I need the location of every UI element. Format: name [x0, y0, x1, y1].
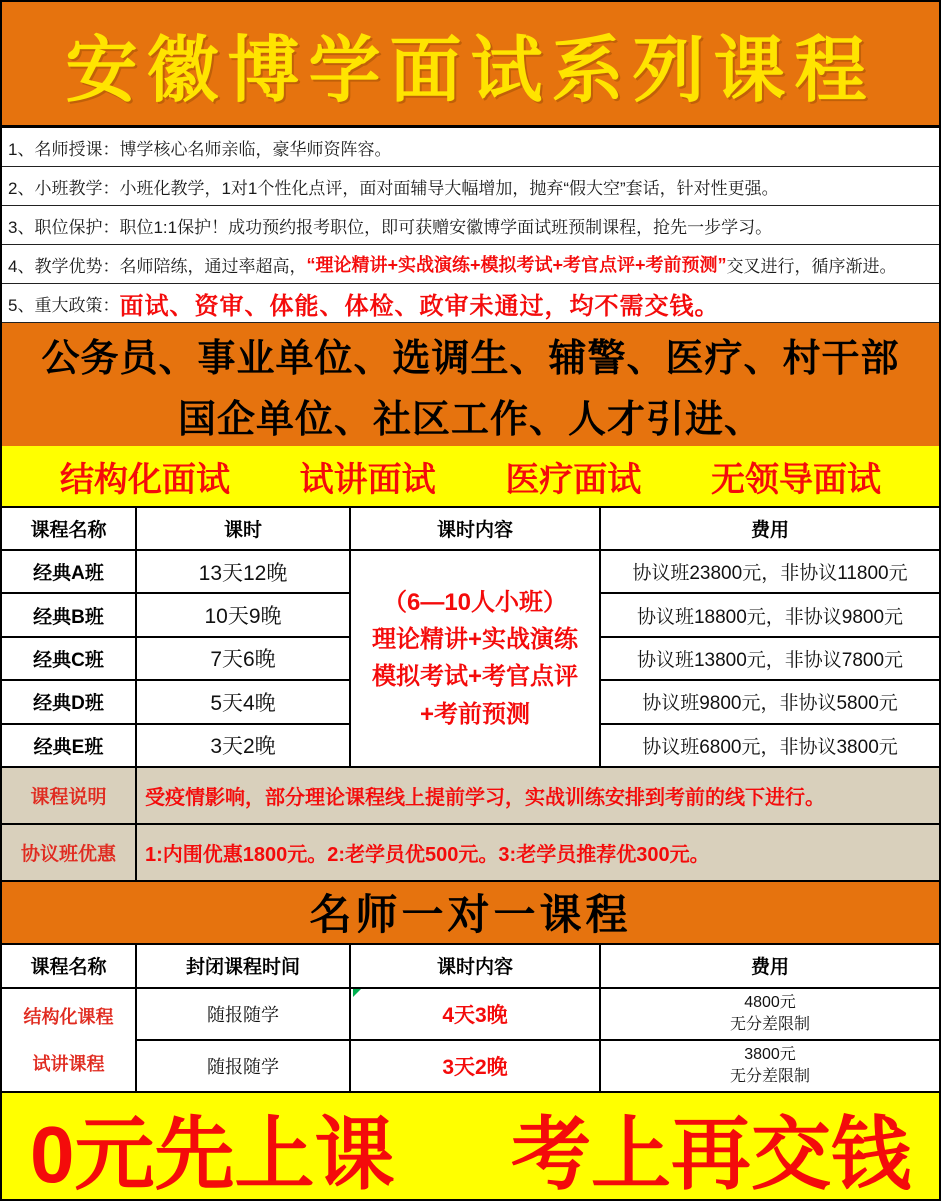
one-on-one-table [2, 945, 939, 1093]
col-header-time: 封闭课程时间 [137, 945, 351, 989]
content-line: （6—10人小班） [382, 589, 568, 617]
feature-item-4 [2, 245, 939, 284]
note-text: 受疫情影响，部分理论课程线上提前学习，实战训练安排到考前的线下进行。 [145, 786, 825, 809]
course-content-merged-cell [351, 551, 601, 768]
one-on-one-band: 名师一对一课程 [2, 882, 939, 945]
course-fee-b: 协议班18800元，非协议9800元 [601, 594, 939, 637]
course-fee-c: 协议班13800元，非协议7800元 [601, 638, 939, 681]
page-title: 安徽博学面试系列课程 [65, 30, 876, 111]
type-leaderless: 无领导面试 [710, 460, 881, 499]
audience-band [2, 323, 939, 446]
course-name-c: 经典C班 [2, 638, 137, 681]
col-header-name: 课程名称 [2, 945, 137, 989]
col-header-content: 课时内容 [351, 945, 601, 989]
type-lecture: 试讲面试 [299, 460, 436, 499]
feature-item-2 [2, 167, 939, 206]
footer-slogan-band [2, 1093, 939, 1201]
course-name-d: 经典D班 [2, 681, 137, 724]
course-name-structured: 结构化课程 [23, 1007, 114, 1028]
col-header-fee: 费用 [601, 508, 939, 551]
interview-types-band [2, 446, 939, 508]
feature-text: 5、重大政策： [8, 295, 120, 315]
type-structured: 结构化面试 [60, 460, 230, 499]
duration-2: 3天2晚 [351, 1041, 601, 1093]
content-line: 理论精讲+实战演练 [371, 626, 578, 654]
feature-item-5 [2, 284, 939, 323]
feature-item-1 [2, 128, 939, 167]
col-header-content: 课时内容 [351, 508, 601, 551]
fee-condition: 无分差限制 [729, 1015, 810, 1033]
content-line: +考前预测 [419, 700, 530, 728]
audience-line-2: 国企单位、社区工作、人才引进、 [177, 398, 763, 441]
excel-cell-marker-icon [353, 989, 361, 997]
features-list [2, 128, 939, 323]
note-label: 协议班优惠 [2, 825, 137, 880]
enroll-time-1: 随报随学 [137, 989, 351, 1041]
course-name-lecture: 试讲课程 [32, 1054, 105, 1075]
feature-item-3 [2, 206, 939, 245]
note-row-discount [2, 825, 939, 882]
course-name-b: 经典B班 [2, 594, 137, 637]
course-fee-e: 协议班6800元，非协议3800元 [601, 725, 939, 768]
course-duration-a: 13天12晚 [137, 551, 351, 594]
course-name-a: 经典A班 [2, 551, 137, 594]
col-header-fee: 费用 [601, 945, 939, 989]
fee-2 [601, 1041, 939, 1093]
duration-1: 4天3晚 [351, 989, 601, 1041]
course-duration-d: 5天4晚 [137, 681, 351, 724]
note-text: 1:内围优惠1800元。2:老学员优500元。3:老学员推荐优300元。 [145, 843, 710, 866]
feature-text: 4、教学优势：名师陪练，通过率超高， [8, 256, 307, 276]
feature-text: 2、小班教学：小班化教学，1对1个性化点评，面对面辅导大幅增加，抛弃“假大空”套话，针对性更强。 [8, 178, 779, 198]
content-line: 模拟考试+考官点评 [371, 663, 578, 691]
note-label: 课程说明 [2, 768, 137, 823]
feature-highlight: 面试、资审、体能、体检、政审未通过，均不需交钱。 [119, 292, 720, 320]
enroll-time-2: 随报随学 [137, 1041, 351, 1093]
course-table [2, 508, 939, 768]
col-header-duration: 课时 [137, 508, 351, 551]
type-medical: 医疗面试 [505, 460, 642, 499]
course-name-e: 经典E班 [2, 725, 137, 768]
course-fee-d: 协议班9800元，非协议5800元 [601, 681, 939, 724]
course-duration-e: 3天2晚 [137, 725, 351, 768]
slogan-left: 0元先上课 [30, 1109, 395, 1199]
note-row-description [2, 768, 939, 825]
fee-amount: 3800元 [744, 1046, 796, 1064]
course-duration-b: 10天9晚 [137, 594, 351, 637]
feature-text: 1、名师授课：博学核心名师亲临，豪华师资阵容。 [8, 139, 392, 159]
one-on-one-course-names-cell [2, 989, 137, 1093]
feature-text-tail: 交叉进行，循序渐进。 [726, 256, 897, 276]
fee-1 [601, 989, 939, 1041]
feature-text: 3、职位保护：职位1:1保护！成功预约报考职位，即可获赠安徽博学面试班预制课程，抢先一步学习。 [8, 217, 773, 237]
course-duration-c: 7天6晚 [137, 638, 351, 681]
fee-condition: 无分差限制 [729, 1067, 810, 1085]
fee-amount: 4800元 [744, 994, 796, 1012]
audience-line-1: 公务员、事业单位、选调生、辅警、医疗、村干部 [41, 337, 900, 380]
feature-highlight: “理论精讲+实战演练+模拟考试+考官点评+考前预测” [306, 255, 727, 275]
slogan-right: 考上再交钱 [511, 1109, 911, 1199]
col-header-name: 课程名称 [2, 508, 137, 551]
header-band [2, 2, 939, 128]
course-fee-a: 协议班23800元，非协议11800元 [601, 551, 939, 594]
